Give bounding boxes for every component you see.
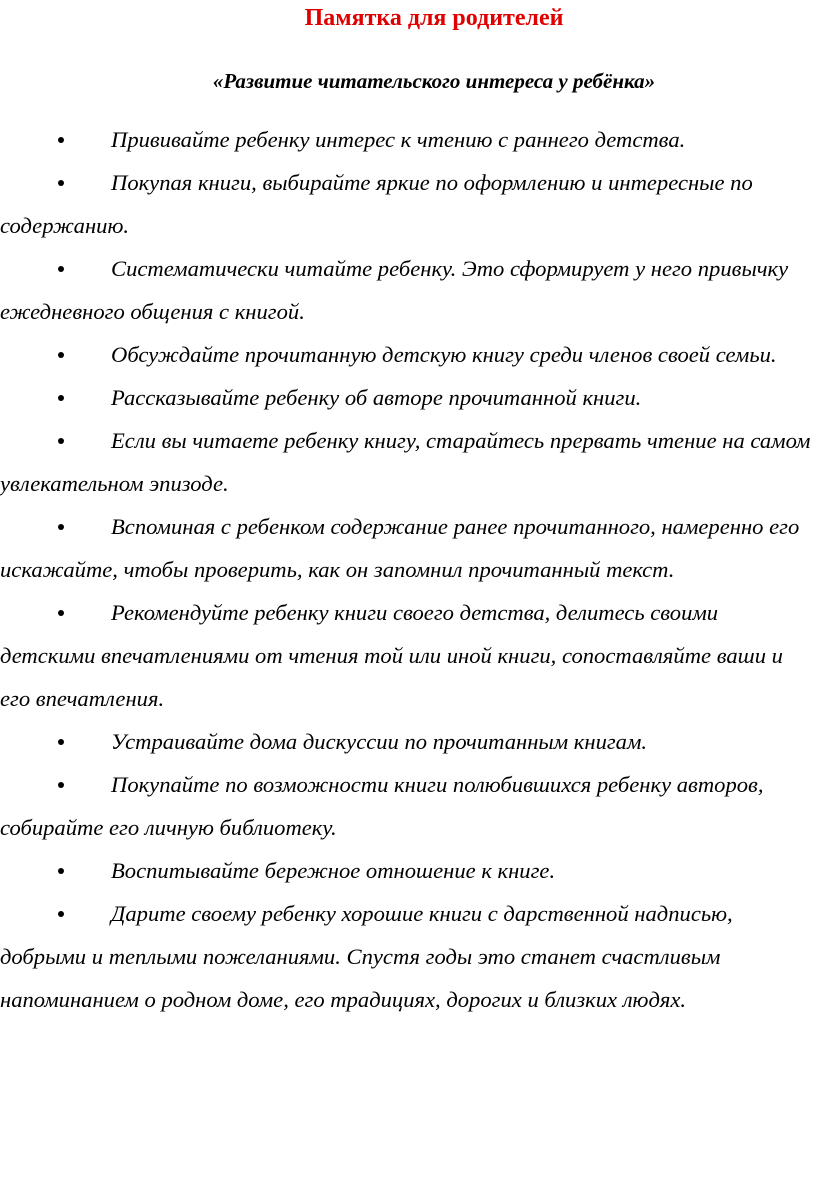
list-item (0, 591, 816, 720)
list-item-text: Рассказывайте ребенку об авторе прочитанной книги. (111, 385, 642, 410)
list-item-text: Устраивайте дома дискуссии по прочитанным книгам. (111, 729, 648, 754)
bullet-icon (56, 849, 66, 892)
list-item-text: Прививайте ребенку интерес к чтению с раннего детства. (111, 127, 686, 152)
page-subtitle: «Развитие читательского интереса у ребёнка» (212, 69, 656, 93)
bullet-icon (56, 118, 66, 161)
list-item-text: Если вы читаете ребенку книгу, старайтесь прервать чтение на самом увлекательном эпизоде. (0, 428, 811, 496)
bullet-icon (56, 333, 66, 376)
bullet-icon (56, 161, 66, 204)
bullet-icon (56, 419, 66, 462)
list-item-text: Систематически читайте ребенку. Это сформирует у него привычку ежедневного общения с книгой. (0, 256, 789, 324)
bullet-icon (56, 247, 66, 290)
list-item-text: Дарите своему ребенку хорошие книги с дарственной надписью, добрыми и теплыми пожеланиями. Спустя годы это станет счастливым напоминанием о родном доме, его традициях, дорогих и близких людях. (0, 901, 733, 1012)
list-item (0, 505, 816, 591)
list-item-text: Воспитывайте бережное отношение к книге. (111, 858, 556, 883)
page-title: Памятка для родителей (304, 5, 564, 31)
bullet-icon (56, 892, 66, 935)
bullet-icon (56, 591, 66, 634)
list-item-text: Покупая книги, выбирайте яркие по оформлению и интересные по содержанию. (0, 170, 753, 238)
bullet-icon (56, 720, 66, 763)
list-item (0, 849, 816, 892)
list-item-text: Рекомендуйте ребенку книги своего детства, делитесь своими детскими впечатлениями от чтения той или иной книги, сопоставляйте ваши и его впечатления. (0, 600, 783, 711)
list-item (0, 333, 816, 376)
list-item-text: Вспоминая с ребенком содержание ранее прочитанного, намеренно его искажайте, чтобы проверить, как он запомнил прочитанный текст. (0, 514, 800, 582)
list-item (0, 419, 816, 505)
list-item (0, 720, 816, 763)
list-item-text: Покупайте по возможности книги полюбившихся ребенку авторов, собирайте его личную библиотеку. (0, 772, 764, 840)
bullet-icon (56, 763, 66, 806)
list-item (0, 161, 816, 247)
list-item (0, 763, 816, 849)
list-item (0, 892, 816, 1021)
bullet-icon (56, 505, 66, 548)
list-item-text: Обсуждайте прочитанную детскую книгу среди членов своей семьи. (111, 342, 777, 367)
tips-list (0, 118, 816, 1021)
list-item (0, 376, 816, 419)
list-item (0, 118, 816, 161)
list-item (0, 247, 816, 333)
bullet-icon (56, 376, 66, 419)
